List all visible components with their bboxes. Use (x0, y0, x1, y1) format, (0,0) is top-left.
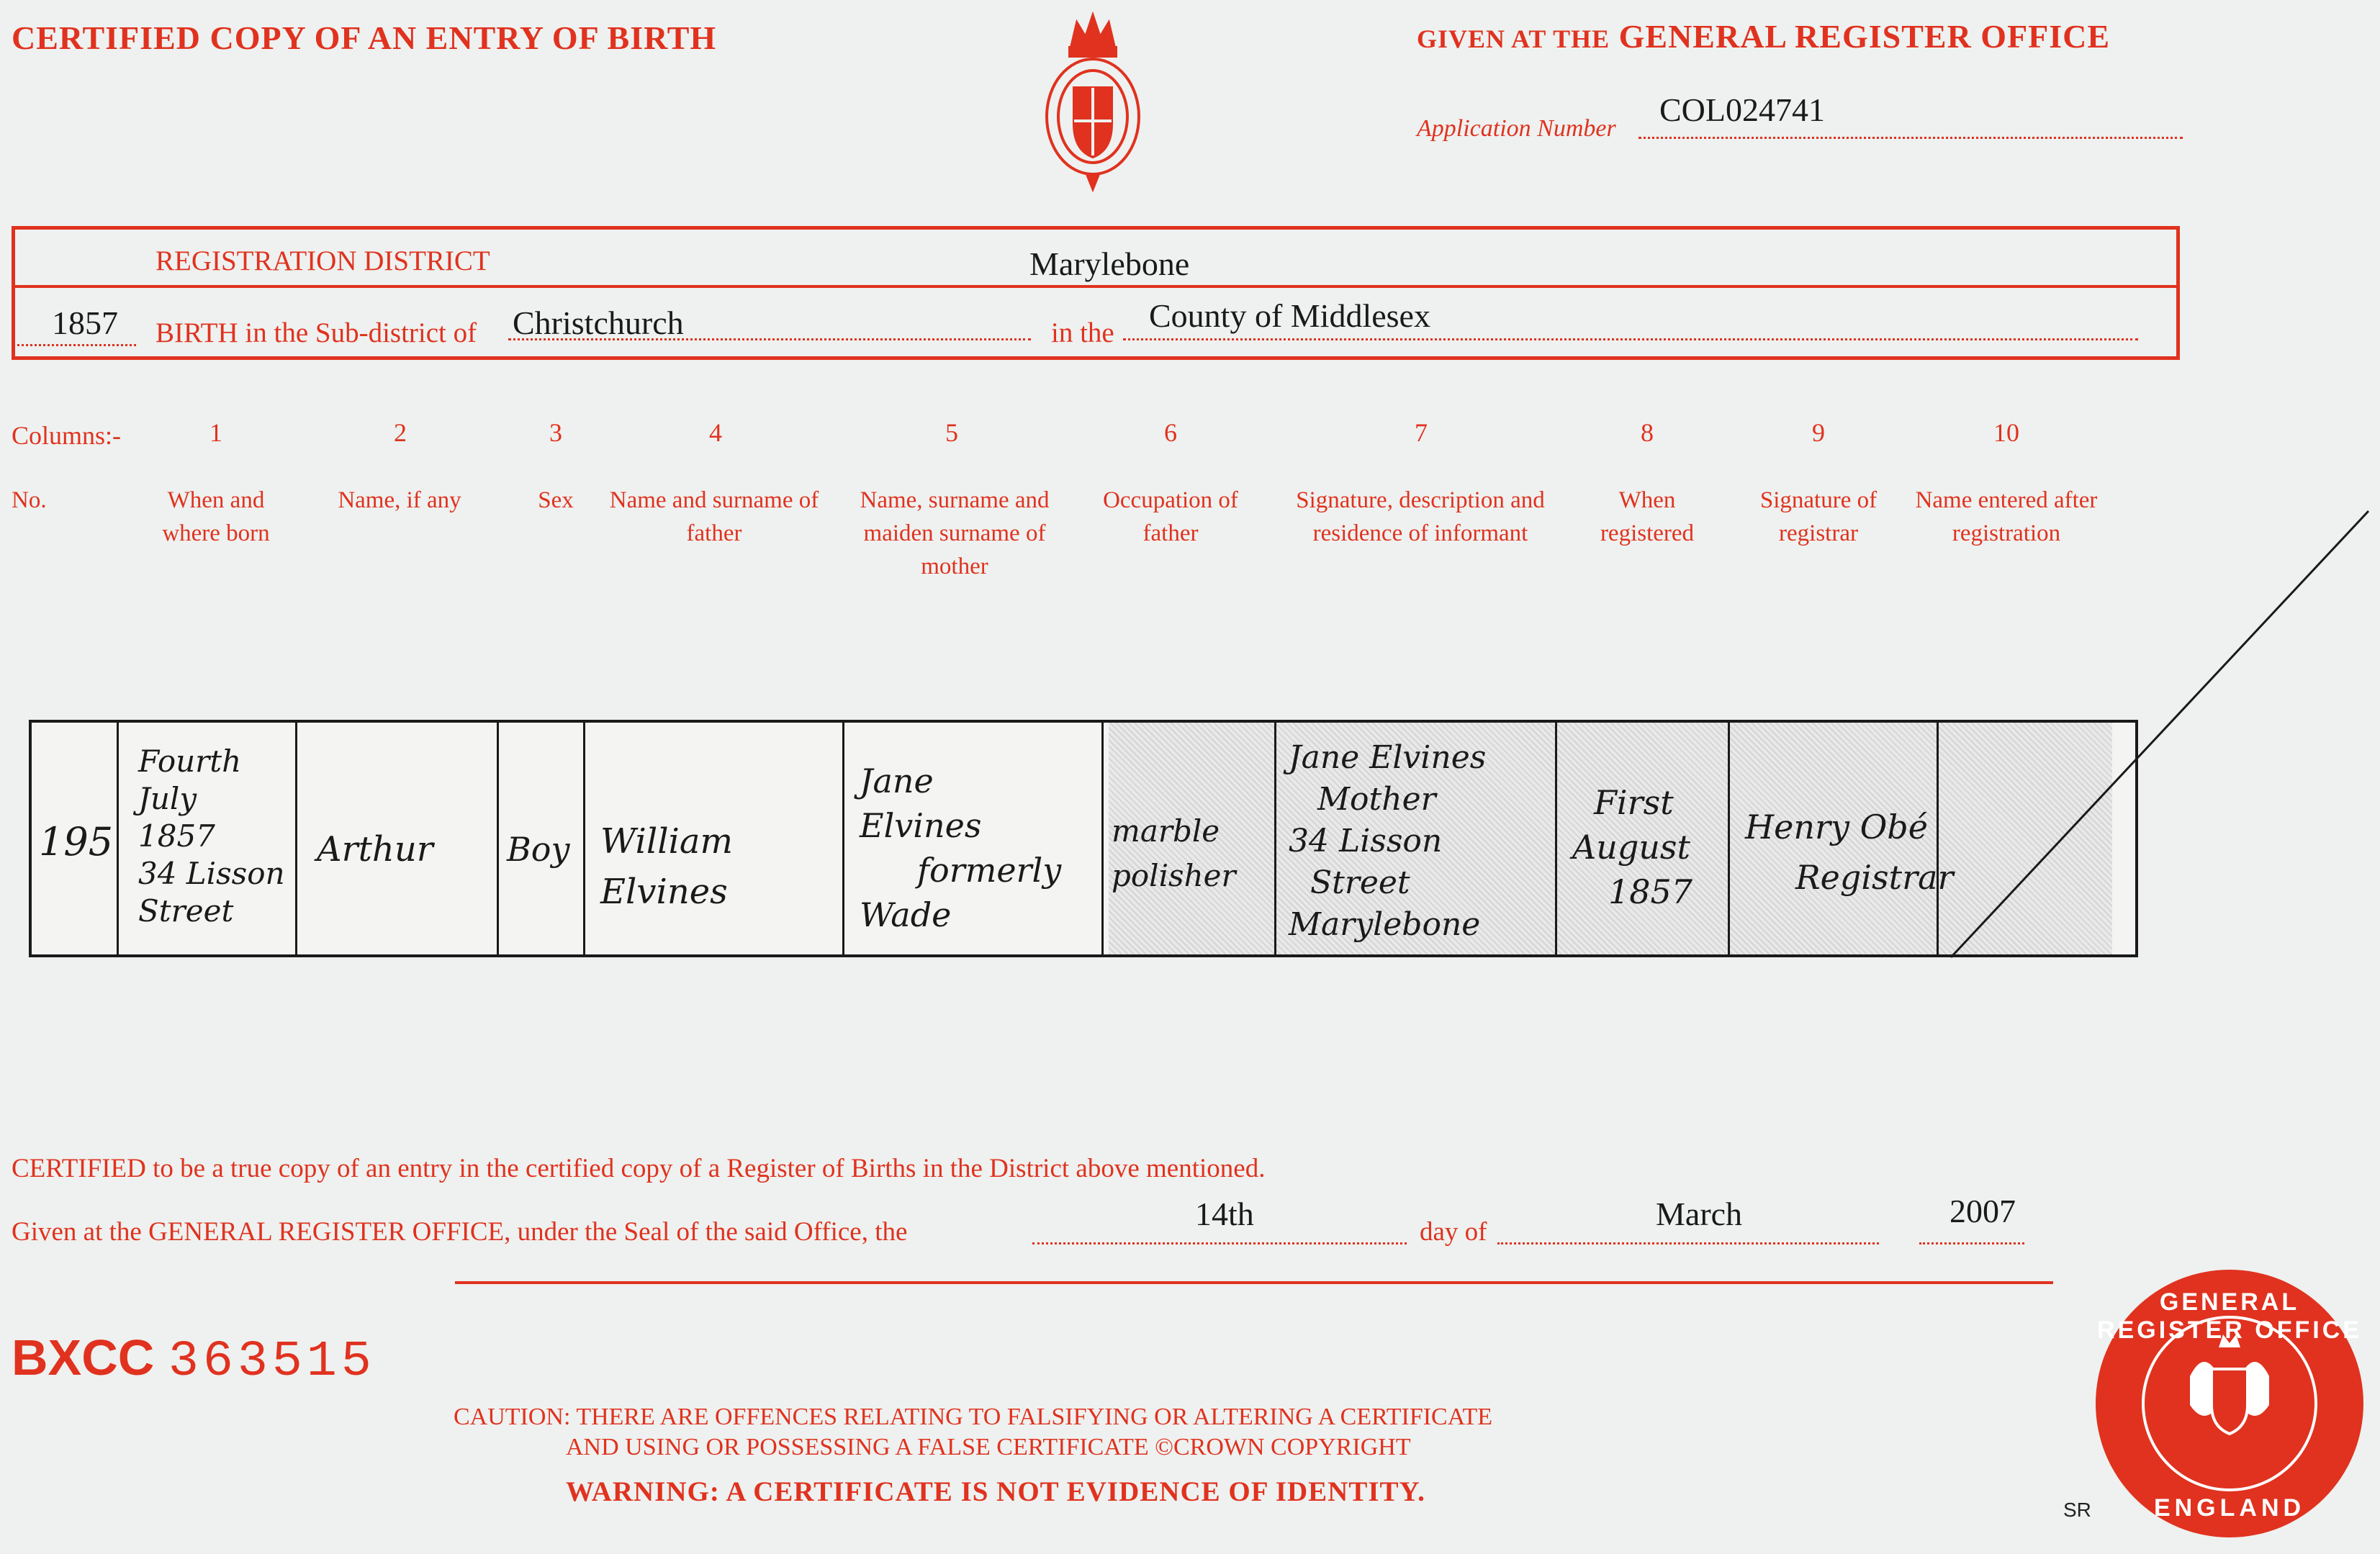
entry-registered-line: August (1572, 828, 1691, 867)
month-line (1497, 1242, 1879, 1244)
certificate-title: CERTIFIED COPY OF AN ENTRY OF BIRTH (12, 19, 717, 56)
column-number: 4 (709, 418, 722, 447)
columns-label: Columns:- (12, 421, 122, 450)
entry-informant-line: Marylebone (1289, 906, 1481, 943)
entry-when-line: Street (138, 893, 234, 929)
column-heading: Sex (538, 487, 574, 513)
column-number: 8 (1641, 418, 1654, 447)
column-heading: Name, if any (338, 487, 461, 513)
registration-district-label: REGISTRATION DISTRICT (155, 245, 490, 276)
entry-when-line: July (138, 781, 197, 816)
entry-informant (1289, 737, 1486, 946)
column-divider (1728, 723, 1730, 954)
day-of-label: day of (1420, 1217, 1487, 1247)
registration-district-value: Marylebone (1029, 245, 1190, 282)
entry-name: Arthur (317, 829, 433, 869)
issue-year: 2007 (1949, 1193, 2016, 1229)
caution-line-1: CAUTION: THERE ARE OFFENCES RELATING TO FALSIFYING OR ALTERING A CERTIFICATE (454, 1404, 1493, 1430)
year-line (17, 344, 136, 346)
column-divider (497, 723, 499, 954)
entry-when-line: Fourth (138, 744, 242, 779)
separator-rule (455, 1281, 2053, 1284)
entry-informant-line: Mother (1317, 781, 1436, 818)
column-heading: When and where born (162, 487, 270, 546)
entry-registrar-line: Registrar (1795, 858, 1954, 897)
register-entry-row (29, 720, 2138, 957)
column-heading: Name and surname of father (609, 487, 819, 546)
column-heading: When registered (1600, 487, 1695, 546)
entry-mother-line: formerly (917, 851, 1062, 890)
royal-crest-icon (1037, 9, 1149, 193)
entry-father-line: Elvines (600, 872, 728, 912)
entry-when-where (138, 743, 285, 930)
entry-mother-line: Elvines (860, 806, 982, 845)
certificate-serial (12, 1329, 376, 1391)
column-divider (117, 723, 119, 954)
column-number: 5 (945, 418, 958, 447)
entry-registered-line: First (1594, 783, 1674, 822)
registration-box-divider (12, 285, 2180, 288)
entry-informant-line: Jane Elvines (1289, 739, 1487, 776)
entry-registered-line: 1857 (1608, 872, 1693, 911)
office-title-name: GENERAL REGISTER OFFICE (1618, 18, 2111, 55)
column-divider (1274, 723, 1276, 954)
entry-mother-line: Jane (860, 762, 934, 800)
given-at-statement: Given at the GENERAL REGISTER OFFICE, under the Seal of the said Office, the (12, 1217, 908, 1247)
column-divider (842, 723, 844, 954)
day-line (1032, 1242, 1407, 1244)
application-number-line (1638, 130, 2183, 139)
column-heading: Signature, description and residence of informant (1296, 487, 1545, 546)
entry-father-line: William (600, 821, 734, 862)
column-divider (1101, 723, 1104, 954)
column-divider (1555, 723, 1557, 954)
birth-subdistrict-label: BIRTH in the Sub-district of (155, 317, 477, 348)
seal-top-text: GENERAL REGISTER OFFICE (2097, 1288, 2362, 1344)
serial-prefix: BXCC (12, 1329, 155, 1386)
column-number: 7 (1415, 418, 1428, 447)
column-strike-line (1944, 504, 2376, 965)
entry-mother (860, 759, 1061, 937)
column-heading-no: No. (12, 487, 47, 513)
column-heading: Signature of registrar (1759, 487, 1878, 546)
in-the-label: in the (1051, 317, 1114, 348)
column-number: 9 (1812, 418, 1825, 447)
caution-line-2: AND USING OR POSSESSING A FALSE CERTIFICATE ©CROWN COPYRIGHT (566, 1434, 1411, 1460)
footer-initials: SR (2063, 1499, 2091, 1521)
column-divider (295, 723, 297, 954)
column-number: 6 (1164, 418, 1177, 447)
subdistrict-value: Christchurch (513, 304, 684, 341)
entry-occupation-line: polisher (1112, 858, 1236, 893)
entry-registered (1572, 780, 1692, 914)
office-title-prefix: GIVEN AT THE (1417, 24, 1610, 53)
entry-registrar-line: Henry Obé (1745, 808, 1928, 846)
entry-informant-line: Street (1310, 864, 1410, 901)
entry-sex: Boy (507, 830, 570, 869)
entry-occupation (1112, 809, 1236, 898)
entry-informant-line: 34 Lisson (1289, 823, 1443, 859)
issue-year-line (1919, 1242, 2024, 1244)
entry-mother-line: Wade (860, 895, 952, 934)
application-number-label: Application Number (1417, 115, 1616, 142)
column-heading: Name, surname and maiden surname of mother (860, 487, 1050, 579)
issue-month: March (1656, 1196, 1743, 1232)
county-value: County of Middlesex (1149, 297, 1430, 334)
issue-day: 14th (1195, 1196, 1254, 1232)
seal-bottom-text: ENGLAND (2153, 1494, 2306, 1522)
identity-warning: WARNING: A CERTIFICATE IS NOT EVIDENCE OF IDENTITY. (566, 1476, 1425, 1507)
office-title (1417, 17, 2110, 55)
column-number: 3 (549, 418, 562, 447)
column-number: 1 (209, 418, 222, 447)
column-number: 2 (394, 418, 407, 447)
entry-when-line: 1857 (138, 818, 215, 854)
application-number: COL024741 (1659, 91, 1825, 128)
column-number: 10 (1993, 418, 2019, 447)
serial-number: 363515 (168, 1334, 376, 1391)
column-divider (583, 723, 585, 954)
entry-registrar (1745, 802, 1954, 903)
entry-occupation-line: marble (1112, 813, 1220, 849)
entry-father (600, 816, 733, 917)
column-heading: Occupation of father (1103, 487, 1238, 546)
certification-statement: CERTIFIED to be a true copy of an entry in the certified copy of a Register of Births in the District above mentioned. (12, 1154, 1266, 1183)
entry-when-line: 34 Lisson (138, 856, 285, 891)
registration-year: 1857 (52, 304, 118, 341)
column-heading: Name entered after registration (1915, 487, 2098, 546)
entry-number: 195 (39, 819, 114, 864)
county-line (1123, 338, 2138, 340)
